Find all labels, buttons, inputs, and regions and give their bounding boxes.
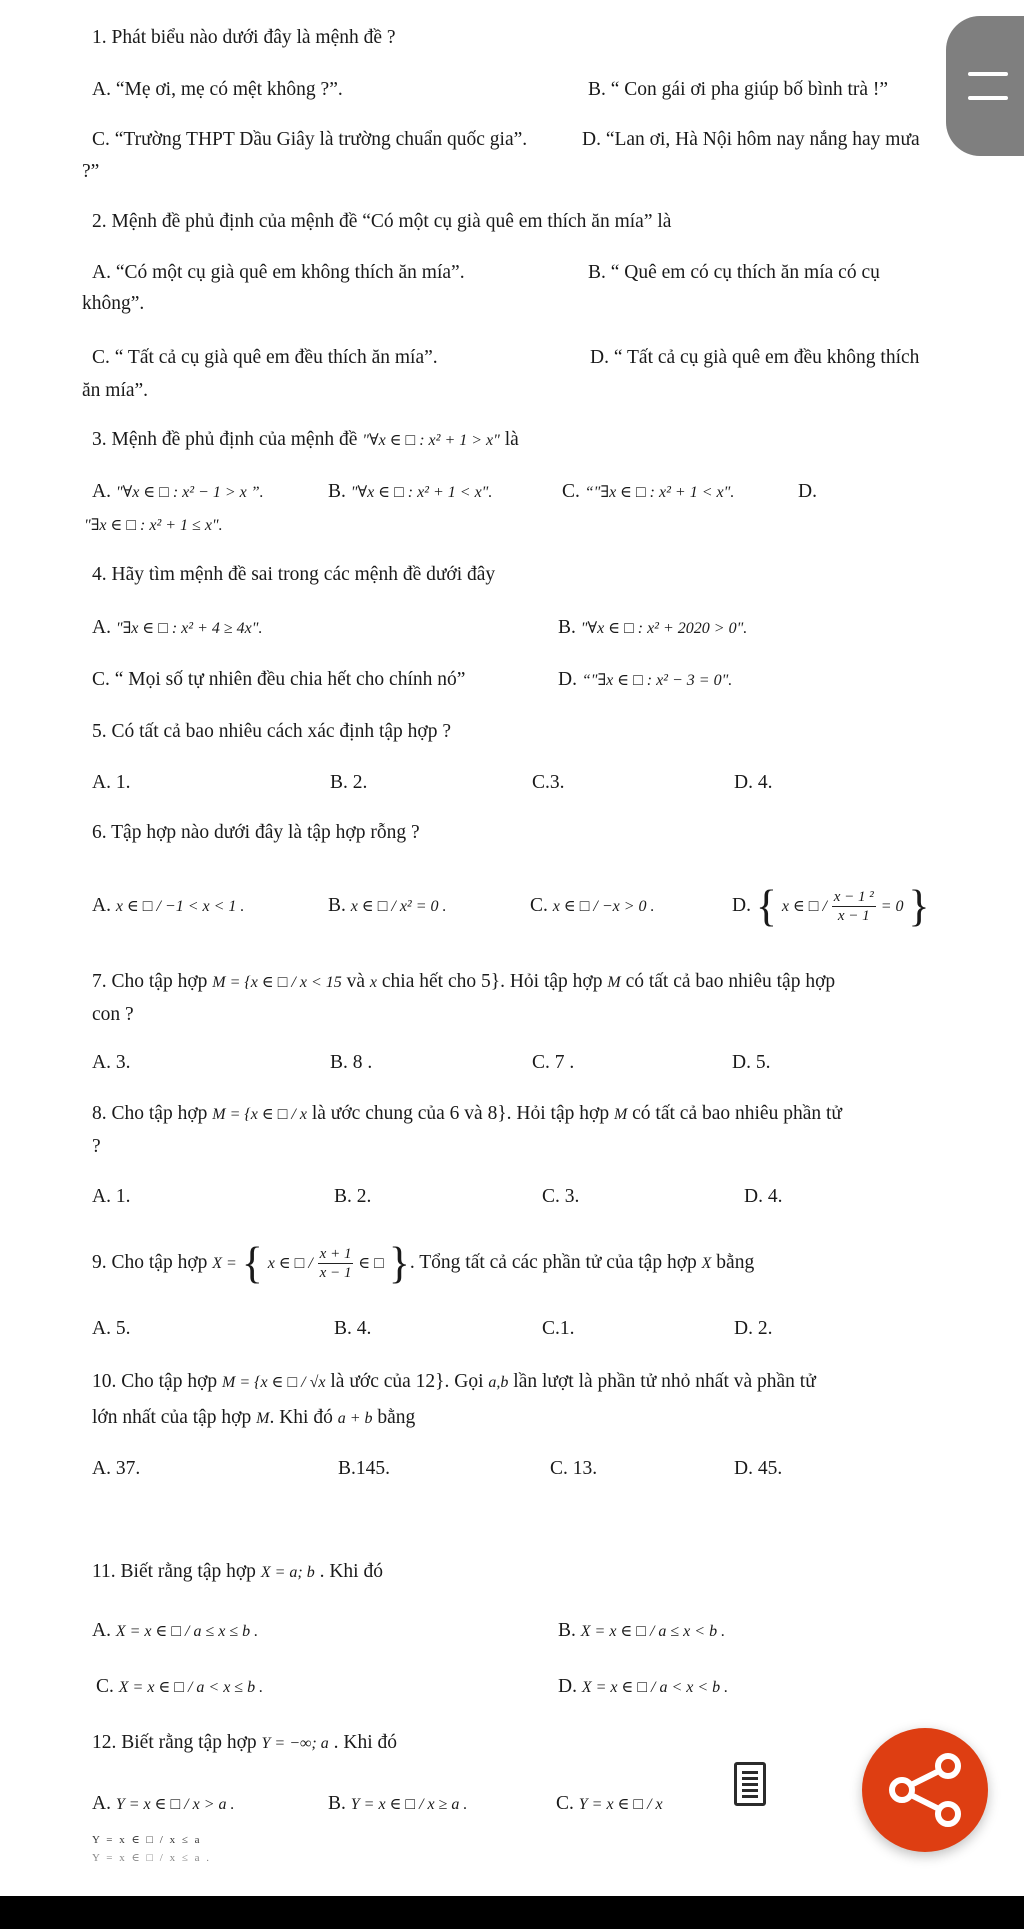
q2-stem: 2. Mệnh đề phủ định của mệnh đề “Có một cụ già quê em thích ăn mía” là <box>92 211 672 232</box>
document-button[interactable] <box>720 1748 780 1828</box>
q11-option-b-label: B. <box>558 1620 576 1641</box>
q2-option-a: A. “Có một cụ già quê em không thích ăn mía”. <box>92 262 465 283</box>
q1-option-a: A. “Mẹ ơi, mẹ có mệt không ?”. <box>92 79 343 100</box>
q10-stem-m: M <box>256 1410 270 1427</box>
q11-option-d <box>558 1675 728 1700</box>
q5-stem: 5. Có tất cả bao nhiêu cách xác định tập hợp ? <box>92 721 452 742</box>
q9-stem-end: . Tổng tất cả các phần tử của tập hợp <box>409 1252 697 1273</box>
q9-stem-fraction <box>318 1245 354 1282</box>
q5-option-c: C.3. <box>532 772 565 793</box>
q9-option-d: D. 2. <box>734 1318 773 1339</box>
q11-option-a <box>92 1619 258 1644</box>
q8-stem <box>92 1102 842 1127</box>
q9-option-b: B. 4. <box>334 1318 372 1339</box>
q3-stem-math: "∀x ∈ □ : x² + 1 > x" <box>362 432 500 449</box>
q3-option-a-label: A. <box>92 481 111 502</box>
q1-stem: 1. Phát biểu nào dưới đây là mệnh đề ? <box>92 27 396 48</box>
q10-option-c: C. 13. <box>550 1458 598 1479</box>
q10-stem-sum: a + b <box>337 1410 373 1427</box>
q12-option-a <box>92 1792 235 1817</box>
q2-option-b-cont: không”. <box>82 293 145 314</box>
q10-stem-cont2: . Khi đó <box>269 1407 333 1428</box>
q5-option-a: A. 1. <box>92 772 131 793</box>
q11-option-a-math: X = x ∈ □ / a ≤ x ≤ b . <box>115 1623 259 1640</box>
q9-stem-start: 9. Cho tập hợp <box>92 1252 208 1273</box>
q1-option-d-cont: ?” <box>82 161 100 182</box>
q10-stem-math: M = {x ∈ □ / √x <box>222 1374 326 1391</box>
q4-stem: 4. Hãy tìm mệnh đề sai trong các mệnh đề dưới đây <box>92 564 496 585</box>
q7-stem-x: x <box>369 974 378 991</box>
q7-option-d: D. 5. <box>732 1052 771 1073</box>
q6-option-c-label: C. <box>530 895 548 916</box>
q3-stem-text: 3. Mệnh đề phủ định của mệnh đề <box>92 429 358 450</box>
q12-option-a-math: Y = x ∈ □ / x > a . <box>115 1796 235 1813</box>
q11-stem <box>92 1560 383 1585</box>
q10-stem-ab: a,b <box>488 1374 509 1391</box>
q7-stem-end: chia hết cho 5}. Hỏi tập hợp <box>381 971 603 992</box>
q12-option-d-row1: Y = x ∈ □ / x ≤ a <box>92 1834 202 1846</box>
q10-stem <box>92 1370 816 1395</box>
q3-stem-end: là <box>504 429 519 450</box>
q8-stem-cont: ? <box>92 1136 101 1157</box>
q8-option-d: D. 4. <box>744 1186 783 1207</box>
q6-option-d-denominator: x − 1 <box>837 908 870 925</box>
q8-stem-tail: có tất cả bao nhiêu phần tử <box>632 1103 842 1124</box>
q7-stem-start: 7. Cho tập hợp <box>92 971 208 992</box>
q12-stem <box>92 1731 397 1756</box>
left-brace-icon: { <box>755 881 777 931</box>
q11-option-a-label: A. <box>92 1620 111 1641</box>
q3-option-d-math: "∃x ∈ □ : x² + 1 ≤ x". <box>84 517 223 534</box>
q6-option-b <box>328 894 447 919</box>
q3-option-c-math: “"∃x ∈ □ : x² + 1 < x". <box>584 484 735 501</box>
q11-option-c <box>96 1675 263 1700</box>
q7-option-c: C. 7 . <box>532 1052 575 1073</box>
q12-stem-math: Y = −∞; a <box>261 1735 329 1752</box>
q6-option-c <box>530 894 655 919</box>
q9-option-a: A. 5. <box>92 1318 131 1339</box>
q6-option-a-label: A. <box>92 895 111 916</box>
q4-option-d <box>558 668 732 693</box>
q10-option-b: B.145. <box>338 1458 391 1479</box>
q4-option-b <box>558 616 747 641</box>
q4-option-d-math: “"∃x ∈ □ : x² − 3 = 0". <box>581 672 733 689</box>
share-icon <box>862 1728 988 1852</box>
q6-option-d-fraction <box>832 888 876 925</box>
q8-stem-start: 8. Cho tập hợp <box>92 1103 208 1124</box>
q6-option-b-label: B. <box>328 895 346 916</box>
q8-stem-end: là ước chung của 6 và 8}. Hỏi tập hợp <box>311 1103 610 1124</box>
q10-stem-cont-text: lớn nhất của tập hợp <box>92 1407 252 1428</box>
q3-option-d-label: D. <box>798 481 817 502</box>
q4-option-b-label: B. <box>558 617 576 638</box>
q12-option-c <box>556 1792 663 1817</box>
q6-option-a-math: x ∈ □ / −1 < x < 1 . <box>115 898 245 915</box>
q4-option-c: C. “ Mọi số tự nhiên đều chia hết cho chính nó” <box>92 669 466 690</box>
q9-stem-denominator: x − 1 <box>319 1265 352 1282</box>
q11-stem-math: X = a; b <box>260 1564 315 1581</box>
q11-option-d-label: D. <box>558 1676 577 1697</box>
q2-option-b: B. “ Quê em có cụ thích ăn mía có cụ <box>588 262 880 283</box>
q10-option-d: D. 45. <box>734 1458 783 1479</box>
q4-option-a-label: A. <box>92 617 111 638</box>
q8-stem-math: M = {x ∈ □ / x <box>212 1106 307 1123</box>
q9-stem-set: x ∈ □ / <box>267 1255 313 1272</box>
q1-option-d: D. “Lan ơi, Hà Nội hôm nay nắng hay mưa <box>582 129 920 150</box>
q5-option-d: D. 4. <box>734 772 773 793</box>
q2-option-c: C. “ Tất cả cụ già quê em đều thích ăn mía”. <box>92 347 438 368</box>
q6-option-a <box>92 894 244 919</box>
q3-option-c-label: C. <box>562 481 580 502</box>
q7-stem-mid: và <box>346 971 366 992</box>
q7-stem-m: M <box>607 974 621 991</box>
q12-option-a-label: A. <box>92 1793 111 1814</box>
q7-stem-cont: con ? <box>92 1004 134 1025</box>
q6-option-c-math: x ∈ □ / −x > 0 . <box>552 898 655 915</box>
q4-option-d-label: D. <box>558 669 577 690</box>
q7-stem-tail: có tất cả bao nhiêu tập hợp <box>625 971 836 992</box>
q11-stem-end: . Khi đó <box>319 1561 383 1582</box>
q9-stem-x: X <box>701 1255 712 1272</box>
q7-option-a: A. 3. <box>92 1052 131 1073</box>
q3-stem <box>92 428 519 453</box>
q5-option-b: B. 2. <box>330 772 368 793</box>
q11-option-c-label: C. <box>96 1676 114 1697</box>
q9-stem-in: ∈ □ <box>358 1255 384 1272</box>
cutoff-text-line <box>0 1888 1024 1896</box>
q11-option-b <box>558 1619 725 1644</box>
q10-option-a: A. 37. <box>92 1458 141 1479</box>
left-brace-icon: { <box>241 1238 263 1288</box>
right-brace-icon: } <box>908 881 930 931</box>
q4-option-a-math: "∃x ∈ □ : x² + 4 ≥ 4x". <box>115 620 263 637</box>
q6-option-d-numerator: x − 1 ² <box>833 889 874 906</box>
q8-option-b: B. 2. <box>334 1186 372 1207</box>
q10-stem-tail: lần lượt là phần tử nhỏ nhất và phần tử <box>513 1371 816 1392</box>
q9-stem-numerator: x + 1 <box>319 1246 352 1263</box>
q2-option-d-cont: ăn mía”. <box>82 380 149 401</box>
q8-stem-m: M <box>613 1106 628 1123</box>
right-brace-icon: } <box>388 1238 410 1288</box>
system-bottom-bar <box>0 1896 1024 1929</box>
q8-option-a: A. 1. <box>92 1186 131 1207</box>
q12-stem-end: . Khi đó <box>333 1732 398 1753</box>
q6-option-d-math-right: = 0 <box>880 898 904 915</box>
q10-stem-cont3: bằng <box>377 1407 416 1428</box>
q6-option-b-math: x ∈ □ / x² = 0 . <box>350 898 447 915</box>
q6-option-d-label: D. <box>732 895 751 916</box>
q12-option-b <box>328 1792 467 1817</box>
q3-option-a-math: "∀x ∈ □ : x² − 1 > x ”. <box>115 484 264 501</box>
q6-option-d-math-left: x ∈ □ / <box>781 898 827 915</box>
q3-option-b-label: B. <box>328 481 346 502</box>
side-menu-handle[interactable] <box>946 16 1024 156</box>
q12-option-c-math: Y = x ∈ □ / x <box>578 1796 663 1813</box>
q3-option-b <box>328 480 492 505</box>
q3-option-a <box>92 480 264 505</box>
q4-option-a <box>92 616 262 641</box>
q7-stem-math: M = {x ∈ □ / x < 15 <box>212 974 342 991</box>
q1-option-b: B. “ Con gái ơi pha giúp bố bình trà !” <box>588 79 889 100</box>
q7-stem <box>92 970 835 995</box>
q10-stem-cont <box>92 1406 415 1431</box>
q12-option-b-label: B. <box>328 1793 346 1814</box>
q3-option-c <box>562 480 734 505</box>
q10-stem-start: 10. Cho tập hợp <box>92 1371 218 1392</box>
q9-stem <box>92 1238 754 1289</box>
q11-option-d-math: X = x ∈ □ / a < x < b . <box>581 1679 729 1696</box>
q6-stem: 6. Tập hợp nào dưới đây là tập hợp rỗng ? <box>92 822 420 843</box>
q12-option-d-row2: Y = x ∈ □ / x ≤ a . <box>92 1852 212 1864</box>
q7-option-b: B. 8 . <box>330 1052 373 1073</box>
q11-option-b-math: X = x ∈ □ / a ≤ x < b . <box>580 1623 726 1640</box>
q12-option-b-math: Y = x ∈ □ / x ≥ a . <box>350 1796 468 1813</box>
q3-option-b-math: "∀x ∈ □ : x² + 1 < x". <box>350 484 493 501</box>
q8-option-c: C. 3. <box>542 1186 580 1207</box>
q6-option-d <box>732 870 929 943</box>
q9-option-c: C.1. <box>542 1318 575 1339</box>
q1-option-c: C. “Trường THPT Dầu Giây là trường chuẩn quốc gia”. <box>92 129 528 150</box>
q11-stem-start: 11. Biết rằng tập hợp <box>92 1561 256 1582</box>
q12-stem-start: 12. Biết rằng tập hợp <box>92 1732 257 1753</box>
q4-option-b-math: "∀x ∈ □ : x² + 2020 > 0". <box>580 620 748 637</box>
q12-option-c-label: C. <box>556 1793 574 1814</box>
q2-option-d: D. “ Tất cả cụ già quê em đều không thích <box>590 347 920 368</box>
q9-stem-math-left: X = <box>212 1255 237 1272</box>
q9-stem-tail: bằng <box>716 1252 755 1273</box>
document-icon <box>734 1762 766 1806</box>
share-button[interactable] <box>862 1728 988 1852</box>
q10-stem-end: là ước của 12}. Gọi <box>330 1371 484 1392</box>
q11-option-c-math: X = x ∈ □ / a < x ≤ b . <box>118 1679 264 1696</box>
